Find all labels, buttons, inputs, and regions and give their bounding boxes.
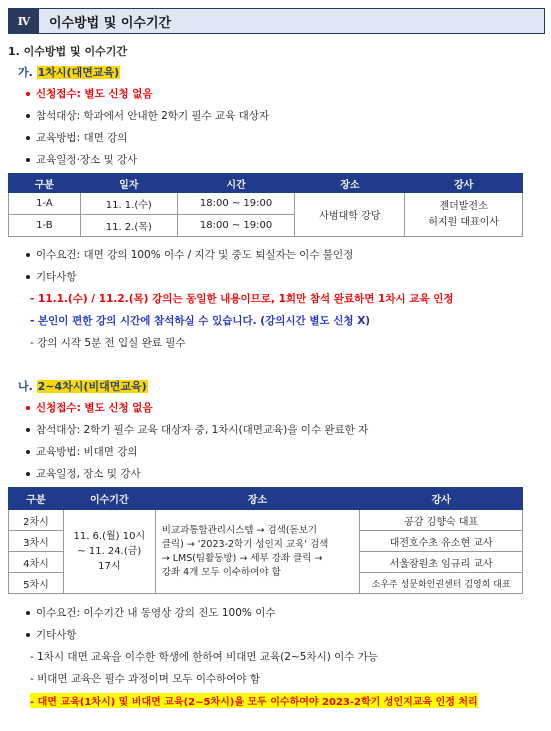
schedule-table-2 [8, 487, 523, 594]
na-heading [18, 378, 148, 394]
na-apply: 신청접수: 별도 신청 없음 [26, 400, 153, 415]
ga-misc: 기타사항 [26, 269, 77, 284]
na-title: 2~4차시(비대면교육) [37, 380, 147, 393]
table-row: 5차시 소우주 성문화인권센터 김영희 대표 [9, 573, 523, 594]
table-header-row: 구분 일자 시간 장소 강사 [9, 174, 523, 193]
bullet-icon [26, 136, 30, 140]
period-cell: 11. 6.(월) 10시 ~ 11. 24.(금) 17시 [63, 510, 155, 594]
ga-note-1: - 11.1.(수) / 11.2.(목) 강의는 동일한 내용이므로, 1회만 참석 완료하면 1차시 교육 인정 [30, 293, 454, 305]
na-misc: 기타사항 [26, 627, 77, 642]
ga-method: 교육방법: 대면 강의 [26, 130, 127, 145]
table-row: 1-A 11. 1.(수) 18:00 ~ 19:00 사범대학 강당 젠더발전소 허지원 대표이사 [9, 193, 523, 215]
subsection-title: 1. 이수방법 및 이수기간 [8, 45, 127, 58]
bullet-icon [26, 158, 30, 162]
na-prefix: 나. [18, 380, 33, 393]
ga-target: 참석대상: 학과에서 안내한 2학기 필수 교육 대상자 [26, 108, 269, 123]
ga-prefix: 가. [18, 66, 33, 79]
roman-numeral: Ⅳ [9, 9, 39, 33]
bullet-icon [26, 92, 30, 96]
na-schedule: 교육일정, 장소 및 강사 [26, 466, 141, 481]
bullet-icon [26, 114, 30, 118]
na-target: 참석대상: 2학기 필수 교육 대상자 중, 1차시(대면교육)을 이수 완료한 자 [26, 422, 368, 437]
na-note-1: - 1차시 대면 교육을 이수한 학생에 한하여 비대면 교육(2~5차시) 이수 가능 [30, 651, 379, 663]
bullet-icon [26, 633, 30, 637]
place-cell: 비교과통합관리시스템 → 검색(돋보기 클릭) → '2023-2학기 성인지 교육' 검색 → LMS(팀활동방) → 세부 강좌 클릭 → 강좌 4개 모두 이수하여야 함 [155, 510, 360, 594]
bullet-icon [26, 253, 30, 257]
bullet-icon [26, 611, 30, 615]
section-title: 이수방법 및 이수기간 [39, 9, 544, 33]
ga-heading [18, 64, 120, 80]
bullet-icon [26, 428, 30, 432]
schedule-table-1 [8, 173, 523, 237]
section-header [8, 8, 545, 34]
na-method: 교육방법: 비대면 강의 [26, 444, 138, 459]
table-row: 4차시 서울잠원초 임규리 교사 [9, 552, 523, 573]
ga-note-2: - 본인이 편한 강의 시간에 참석하실 수 있습니다. (강의시간 별도 신청 X) [30, 315, 371, 327]
ga-schedule: 교육일정·장소 및 강사 [26, 152, 137, 167]
bullet-icon [26, 472, 30, 476]
table-header-row: 구분 이수기간 장소 강사 [9, 488, 523, 510]
na-note-3: - 대면 교육(1차시) 및 비대면 교육(2~5차시)을 모두 이수하여야 2023-2학기 성인지교육 인정 처리 [30, 693, 478, 708]
bullet-icon [26, 406, 30, 410]
bullet-icon [26, 275, 30, 279]
ga-note-3: - 강의 시작 5분 전 입실 완료 필수 [30, 337, 186, 349]
bullet-icon [26, 450, 30, 454]
table-row: 2차시 11. 6.(월) 10시 ~ 11. 24.(금) 17시 비교과통합관리시스템 → 검색(돋보기 클릭) → '2023-2학기 성인지 교육' 검색 → LMS(팀활동방) → 세부 강좌 클릭 → 강좌 4개 모두 이수하여야 함 공감 김향숙 대표 [9, 510, 523, 531]
na-note-2: - 비대면 교육은 필수 과정이며 모두 이수하여야 함 [30, 673, 261, 685]
ga-title: 1차시(대면교육) [37, 66, 120, 79]
table-row: 1-B 11. 2.(목) 18:00 ~ 19:00 [9, 215, 523, 237]
place-cell: 사범대학 강당 [295, 193, 405, 237]
ga-requirement: 이수요건: 대면 강의 100% 이수 / 지각 및 중도 퇴실자는 이수 불인정 [26, 247, 353, 262]
table-row: 3차시 대전호수초 유소현 교사 [9, 531, 523, 552]
na-requirement: 이수요건: 이수기간 내 동영상 강의 진도 100% 이수 [26, 605, 276, 620]
ga-apply: 신청접수: 별도 신청 없음 [26, 86, 153, 101]
lecturer-cell: 젠더발전소 허지원 대표이사 [405, 193, 523, 237]
